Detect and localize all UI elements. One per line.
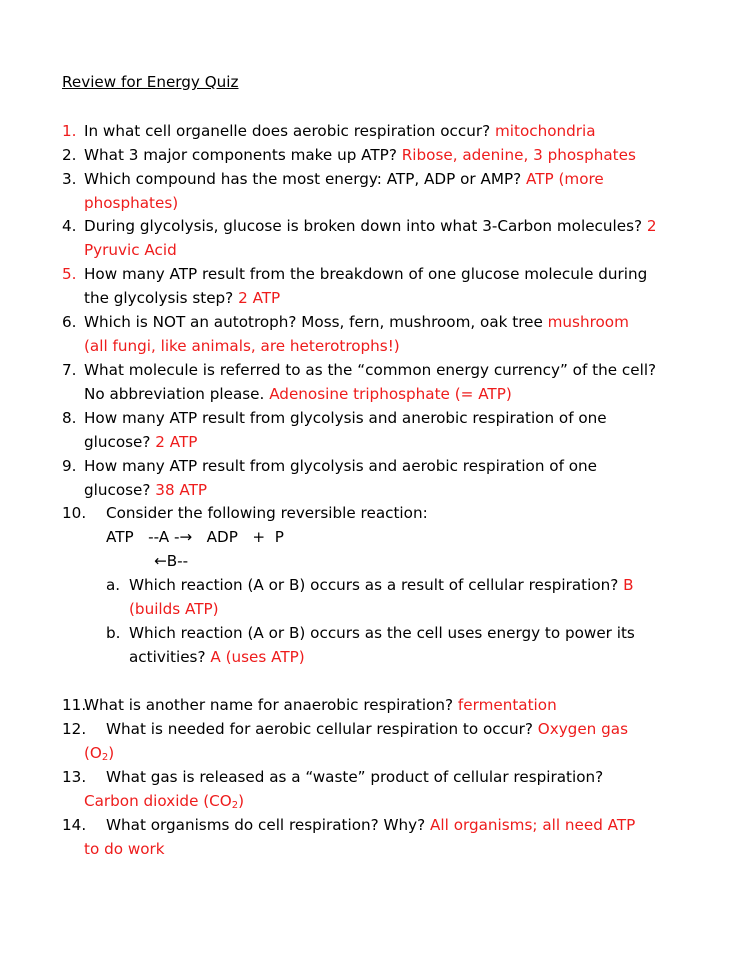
q6-line: [84, 312, 629, 332]
q4-answer: 2: [646, 217, 657, 235]
q10b-line-2: [129, 647, 305, 667]
reaction-reverse: ←B--: [154, 552, 189, 570]
q8-answer: 2 ATP: [155, 433, 198, 451]
q6-question: Which is NOT an autotroph? Moss, fern, mushroom, oak tree: [84, 313, 543, 331]
q11-answer: fermentation: [457, 696, 557, 714]
q8-number: 8.: [62, 409, 77, 427]
q13-question: What gas is released as a “waste” product of cellular respiration?: [106, 768, 604, 786]
q10a-answer-continued: (builds ATP): [129, 600, 219, 618]
q12-answer: Oxygen gas: [537, 720, 628, 738]
q10a-label: a.: [106, 576, 121, 594]
q6-number: 6.: [62, 313, 77, 331]
q10-question: Consider the following reversible reaction:: [106, 504, 428, 522]
q11-question: What is another name for anaerobic respiration?: [84, 696, 454, 714]
q3-line: [84, 169, 604, 189]
reaction-forward: ATP --A -→ ADP + P: [106, 528, 284, 546]
q13-number: 13.: [62, 768, 87, 786]
q9-answer: 38 ATP: [155, 481, 208, 499]
q3-answer: ATP (more: [526, 170, 604, 188]
q9-question: How many ATP result from glycolysis and aerobic respiration of one: [84, 457, 598, 475]
q14-question: What organisms do cell respiration? Why?: [106, 816, 426, 834]
q6-answer-continued: (all fungi, like animals, are heterotrophs!): [84, 337, 400, 355]
q10a-question: Which reaction (A or B) occurs as a result of cellular respiration?: [129, 576, 619, 594]
q13-answer: Carbon dioxide $(CO_2)$: [84, 792, 245, 811]
q9-line-2: [84, 480, 207, 500]
q5-line-2: [84, 288, 280, 308]
q9-question-continued: glucose?: [84, 481, 151, 499]
q3-number: 3.: [62, 170, 77, 188]
q5-number: 5.: [62, 265, 77, 283]
q3-answer-continued: phosphates): [84, 194, 179, 212]
q14-answer: All organisms; all need ATP: [430, 816, 636, 834]
q1-number: 1.: [62, 122, 77, 140]
q14-answer-continued: to do work: [84, 840, 165, 858]
q7-line-2: [84, 384, 512, 404]
q10b-answer: A (uses ATP): [210, 648, 305, 666]
q3-question: Which compound has the most energy: ATP, ADP or AMP?: [84, 170, 522, 188]
q14-line: [106, 815, 635, 835]
q5-answer: 2 ATP: [238, 289, 281, 307]
q4-question: During glycolysis, glucose is broken down into what 3-Carbon molecules?: [84, 217, 643, 235]
q11-number: 11.: [62, 696, 87, 714]
q2-line: [84, 145, 636, 165]
q7-question-continued: No abbreviation please.: [84, 385, 265, 403]
q8-question: How many ATP result from glycolysis and anerobic respiration of one: [84, 409, 607, 427]
q12-line: [106, 719, 628, 739]
q2-number: 2.: [62, 146, 77, 164]
q12-answer-continued: $(O_2)$: [84, 744, 115, 763]
q10a-answer: B: [623, 576, 634, 594]
q11-line: [84, 695, 557, 715]
page-title: Review for Energy Quiz: [62, 73, 239, 91]
q4-line: [84, 216, 657, 236]
q1-answer: mitochondria: [494, 122, 596, 140]
q9-number: 9.: [62, 457, 77, 475]
q2-question: What 3 major components make up ATP?: [84, 146, 397, 164]
q7-number: 7.: [62, 361, 77, 379]
q10b-question: Which reaction (A or B) occurs as the cell uses energy to power its: [129, 624, 635, 642]
q4-answer-continued: Pyruvic Acid: [84, 241, 177, 259]
q7-answer: Adenosine triphosphate (= ATP): [269, 385, 512, 403]
q10b-question-continued: activities?: [129, 648, 206, 666]
q2-answer: Ribose, adenine, 3 phosphates: [401, 146, 636, 164]
q5-question-continued: the glycolysis step?: [84, 289, 234, 307]
q12-question: What is needed for aerobic cellular respiration to occur?: [106, 720, 533, 738]
q14-number: 14.: [62, 816, 87, 834]
q8-question-continued: glucose?: [84, 433, 151, 451]
q7-question: What molecule is referred to as the “common energy currency” of the cell?: [84, 361, 657, 379]
q1-question: In what cell organelle does aerobic respiration occur?: [84, 122, 491, 140]
q4-number: 4.: [62, 217, 77, 235]
q10b-label: b.: [106, 624, 121, 642]
q10a-line: [129, 575, 634, 595]
q5-question: How many ATP result from the breakdown of one glucose molecule during: [84, 265, 648, 283]
q10-number: 10.: [62, 504, 87, 522]
q8-line-2: [84, 432, 197, 452]
q1-line: [84, 121, 596, 141]
q6-answer: mushroom: [547, 313, 629, 331]
q12-number: 12.: [62, 720, 87, 738]
